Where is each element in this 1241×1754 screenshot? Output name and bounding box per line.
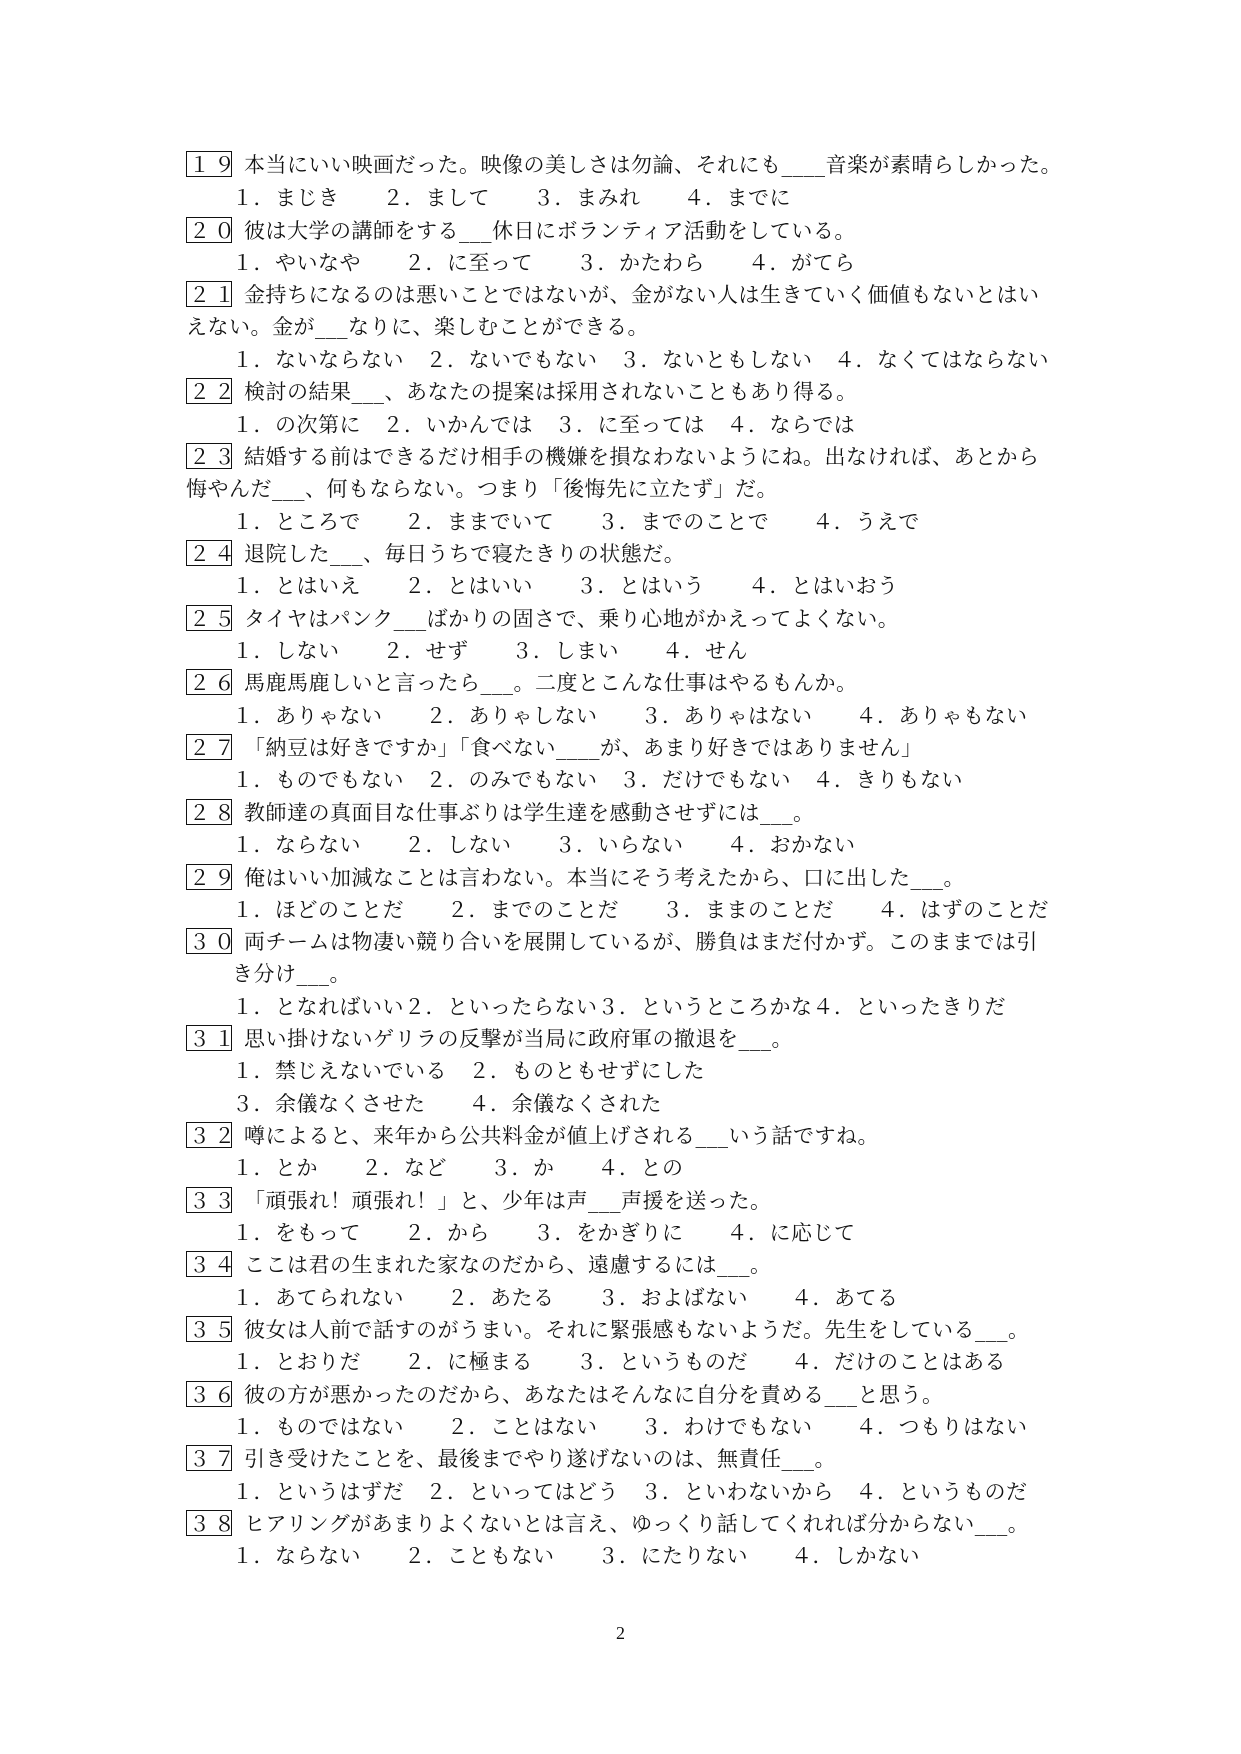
- options-34: １．あてられない ２．あたる ３．およばない ４．あてる: [232, 1286, 899, 1310]
- question-number: ２３: [186, 443, 232, 469]
- options-25: １．しない ２．せず ３．しまい ４．せん: [232, 639, 748, 663]
- question-text: 彼の方が悪かったのだから、あなたはそんなに自分を責める___と思う。: [244, 1383, 944, 1407]
- question-number: ３８: [186, 1510, 232, 1536]
- question-22: [186, 378, 858, 406]
- question-number: ３４: [186, 1251, 232, 1277]
- question-23-cont: 悔やんだ___、何もならない。つまり「後悔先に立たず」だ。: [186, 477, 778, 501]
- question-number: ２９: [186, 864, 232, 890]
- question-number: ２０: [186, 217, 232, 243]
- question-36: [186, 1381, 944, 1409]
- question-number: ３１: [186, 1025, 232, 1051]
- options-31-cont: ３．余儀なくさせた ４．余儀なくされた: [232, 1092, 662, 1116]
- question-number: ２１: [186, 281, 232, 307]
- options-30: １．となればいい２．といったらない３．というところかな４．といったきりだ: [232, 995, 1006, 1019]
- question-30: [186, 928, 1038, 956]
- question-text: 彼は大学の講師をする___休日にボランティア活動をしている。: [244, 219, 856, 243]
- question-text: 俺はいい加減なことは言わない。本当にそう考えたから、口に出した___。: [244, 866, 965, 890]
- question-number: ３０: [186, 928, 232, 954]
- question-30-cont: き分け___。: [232, 962, 351, 986]
- options-26: １．ありゃない ２．ありゃしない ３．ありゃはない ４．ありゃもない: [232, 704, 1028, 728]
- question-text: 退院した___、毎日うちで寝たきりの状態だ。: [244, 542, 686, 566]
- question-26: [186, 669, 858, 697]
- question-38: [186, 1510, 1029, 1538]
- question-text: 金持ちになるのは悪いことではないが、金がない人は生きていく価値もないとはい: [244, 283, 1040, 307]
- question-number: ２７: [186, 734, 232, 760]
- question-text: タイヤはパンク___ばかりの固さで、乗り心地がかえってよくない。: [244, 607, 900, 631]
- options-20: １．やいなや ２．に至って ３．かたわら ４．がてら: [232, 251, 856, 275]
- question-number: １９: [186, 151, 232, 177]
- question-35: [186, 1316, 1030, 1344]
- options-29: １．ほどのことだ ２．までのことだ ３．ままのことだ ４．はずのことだ: [232, 898, 1049, 922]
- question-text: 本当にいい映画だった。映像の美しさは勿論、それにも____音楽が素晴らしかった。: [244, 153, 1062, 177]
- question-21: [186, 281, 1040, 309]
- options-23: １．ところで ２．ままでいて ３．までのことで ４．うえで: [232, 510, 920, 534]
- question-text: 「頑張れ！頑張れ！」と、少年は声___声援を送った。: [244, 1189, 772, 1213]
- question-text: 検討の結果___、あなたの提案は採用されないこともあり得る。: [244, 380, 858, 404]
- question-32: [186, 1122, 879, 1150]
- question-text: 思い掛けないゲリラの反撃が当局に政府軍の撤退を___。: [244, 1027, 793, 1051]
- question-number: ３３: [186, 1187, 232, 1213]
- options-32: １．とか ２．など ３．か ４．との: [232, 1156, 684, 1180]
- options-24: １．とはいえ ２．とはいい ３．とはいう ４．とはいおう: [232, 574, 899, 598]
- question-text: 噂によると、来年から公共料金が値上げされる___いう話ですね。: [244, 1124, 879, 1148]
- question-number: ２４: [186, 540, 232, 566]
- question-text: ここは君の生まれた家なのだから、遠慮するには___。: [244, 1253, 772, 1277]
- question-number: ２５: [186, 605, 232, 631]
- options-38: １．ならない ２．こともない ３．にたりない ４．しかない: [232, 1544, 920, 1568]
- options-22: １．の次第に ２．いかんでは ３．に至っては ４．ならでは: [232, 413, 856, 437]
- question-text: ヒアリングがあまりよくないとは言え、ゆっくり話してくれれば分からない___。: [244, 1512, 1030, 1536]
- options-27: １．ものでもない ２．のみでもない ３．だけでもない ４．きりもない: [232, 768, 963, 792]
- question-number: ３７: [186, 1445, 232, 1471]
- question-24: [186, 540, 685, 568]
- question-25: [186, 605, 899, 633]
- question-28: [186, 799, 815, 827]
- question-21-cont: えない。金が___なりに、楽しむことができる。: [186, 315, 649, 339]
- question-31: [186, 1025, 793, 1053]
- question-19: [186, 151, 1062, 179]
- question-number: ２６: [186, 669, 232, 695]
- question-34: [186, 1251, 772, 1279]
- question-23: [186, 443, 1040, 471]
- question-number: ３２: [186, 1122, 232, 1148]
- question-number: ３６: [186, 1381, 232, 1407]
- options-35: １．とおりだ ２．に極まる ３．というものだ ４．だけのことはある: [232, 1350, 1006, 1374]
- question-29: [186, 864, 965, 892]
- question-27: [186, 734, 923, 762]
- question-text: 引き受けたことを、最後までやり遂げないのは、無責任___。: [244, 1447, 836, 1471]
- question-33: [186, 1187, 772, 1215]
- question-text: 結婚する前はできるだけ相手の機嫌を損なわないようにね。出なければ、あとから: [244, 445, 1040, 469]
- question-number: ２２: [186, 378, 232, 404]
- question-number: ２８: [186, 799, 232, 825]
- options-19: １．まじき ２．まして ３．まみれ ４．までに: [232, 186, 791, 210]
- page-number: 2: [616, 1623, 625, 1643]
- options-31: １．禁じえないでいる ２．ものともせずにした: [232, 1059, 705, 1083]
- options-21: １．ないならない ２．ないでもない ３．ないともしない ４．なくてはならない: [232, 348, 1049, 372]
- question-number: ３５: [186, 1316, 232, 1342]
- question-text: 教師達の真面目な仕事ぶりは学生達を感動させずには___。: [244, 801, 815, 825]
- question-20: [186, 217, 856, 245]
- question-text: 彼女は人前で話すのがうまい。それに緊張感もないようだ。先生をしている___。: [244, 1318, 1030, 1342]
- question-37: [186, 1445, 836, 1473]
- options-37: １．というはずだ ２．といってはどう ３．といわないから ４．というものだ: [232, 1480, 1028, 1504]
- question-text: 両チームは物凄い競り合いを展開しているが、勝負はまだ付かず。このままでは引: [244, 930, 1038, 954]
- options-28: １．ならない ２．しない ３．いらない ４．おかない: [232, 833, 856, 857]
- options-36: １．ものではない ２．ことはない ３．わけでもない ４．つもりはない: [232, 1415, 1028, 1439]
- question-text: 馬鹿馬鹿しいと言ったら___。二度とこんな仕事はやるもんか。: [244, 671, 858, 695]
- options-33: １．をもって ２．から ３．をかぎりに ４．に応じて: [232, 1221, 856, 1245]
- question-text: 「納豆は好きですか」「食べない____が、あまり好きではありません」: [244, 736, 923, 760]
